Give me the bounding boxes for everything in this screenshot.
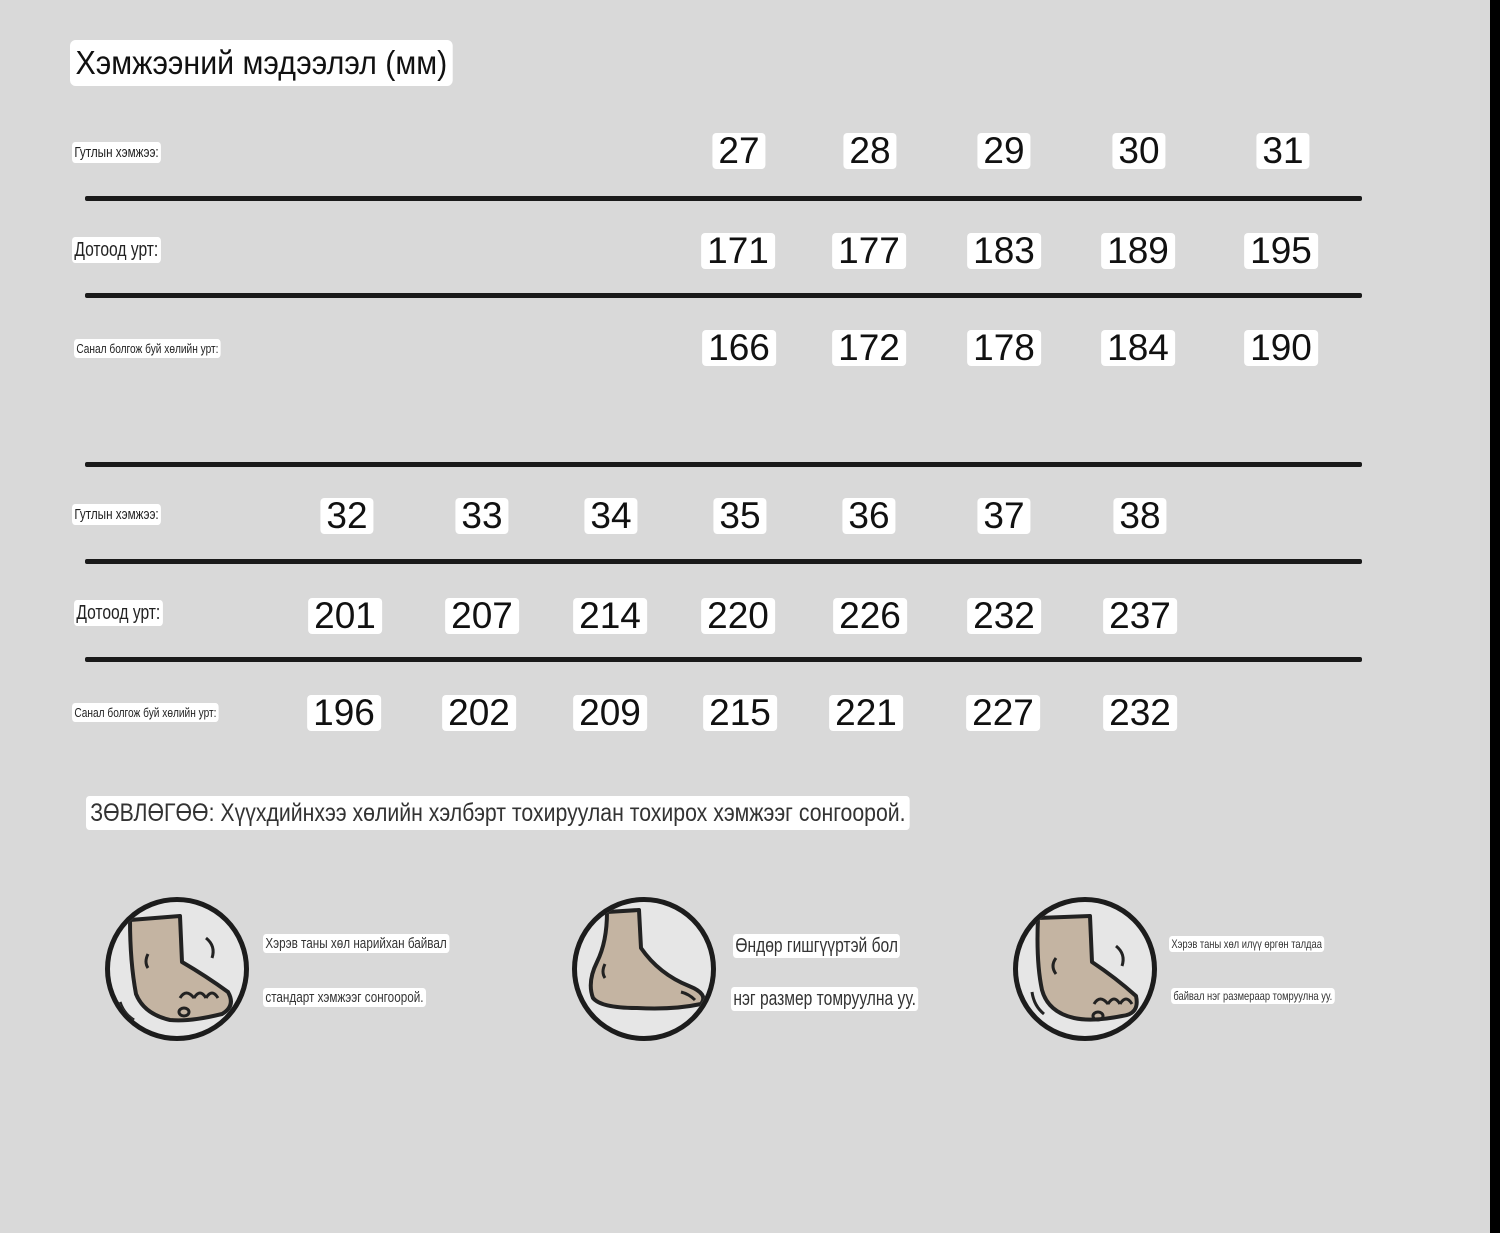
high-instep-foot-icon [572,897,716,1041]
t1-foot-cell: 178 [967,330,1041,366]
t1-inner-cell: 171 [701,233,775,269]
table-divider [85,462,1362,467]
advice-1-line-2: стандарт хэмжээг сонгоорой. [263,988,426,1007]
t1-inner-cell: 189 [1101,233,1175,269]
advice-2-line-1: Өндөр гишгүүртэй бол [733,934,900,958]
t2-size-cell: 35 [713,498,766,534]
t2-inner-cell: 220 [701,598,775,634]
t1-foot-cell: 166 [702,330,776,366]
t2-size-cell: 36 [842,498,895,534]
sizing-tip: ЗӨВЛӨГӨӨ: Хүүхдийнхээ хөлийн хэлбэрт тохируулан тохирох хэмжээг сонгоорой. [86,796,910,830]
t2-size-cell: 32 [320,498,373,534]
t2-inner-cell: 232 [967,598,1041,634]
t2-inner-cell: 201 [308,598,382,634]
row-divider [85,196,1362,201]
row-divider [85,657,1362,662]
t2-foot-cell: 227 [966,695,1040,731]
t1-size-label: Гутлын хэмжээ: [72,142,161,163]
t1-inner-cell: 195 [1244,233,1318,269]
t2-inner-cell: 207 [445,598,519,634]
t2-foot-cell: 196 [307,695,381,731]
t2-size-cell: 34 [584,498,637,534]
t1-size-cell: 31 [1256,133,1309,169]
t1-foot-length-label: Санал болгож буй хөлийн урт: [74,339,221,358]
t2-foot-cell: 221 [829,695,903,731]
t2-foot-length-label: Санал болгож буй хөлийн урт: [72,703,219,722]
advice-3-line-1: Хэрэв таны хөл илүү өргөн талдаа [1169,936,1324,952]
page-title: Хэмжээний мэдээлэл (мм) [70,40,453,86]
t1-inner-cell: 177 [832,233,906,269]
t2-size-cell: 37 [977,498,1030,534]
t1-inner-cell: 183 [967,233,1041,269]
t2-inner-cell: 226 [833,598,907,634]
advice-1-line-1: Хэрэв таны хөл нарийхан байвал [263,934,449,953]
t2-size-cell: 38 [1113,498,1166,534]
row-divider [85,293,1362,298]
t2-inner-cell: 214 [573,598,647,634]
t2-size-cell: 33 [455,498,508,534]
t2-size-label: Гутлын хэмжээ: [72,504,161,525]
narrow-foot-icon [105,897,249,1041]
t2-inner-cell: 237 [1103,598,1177,634]
t2-foot-cell: 209 [573,695,647,731]
row-divider [85,559,1362,564]
t1-size-cell: 28 [843,133,896,169]
t2-foot-cell: 232 [1103,695,1177,731]
t2-inner-length-label: Дотоод урт: [74,600,163,626]
advice-2-line-2: нэг размер томруулна уу. [731,987,918,1011]
t1-size-cell: 30 [1112,133,1165,169]
t1-size-cell: 27 [712,133,765,169]
t2-foot-cell: 202 [442,695,516,731]
t1-foot-cell: 184 [1101,330,1175,366]
wide-foot-icon [1013,897,1157,1041]
t2-foot-cell: 215 [703,695,777,731]
t1-inner-length-label: Дотоод урт: [72,237,161,263]
t1-foot-cell: 190 [1244,330,1318,366]
advice-3-line-2: байвал нэг размераар томруулна уу. [1171,988,1335,1004]
t1-size-cell: 29 [977,133,1030,169]
t1-foot-cell: 172 [832,330,906,366]
